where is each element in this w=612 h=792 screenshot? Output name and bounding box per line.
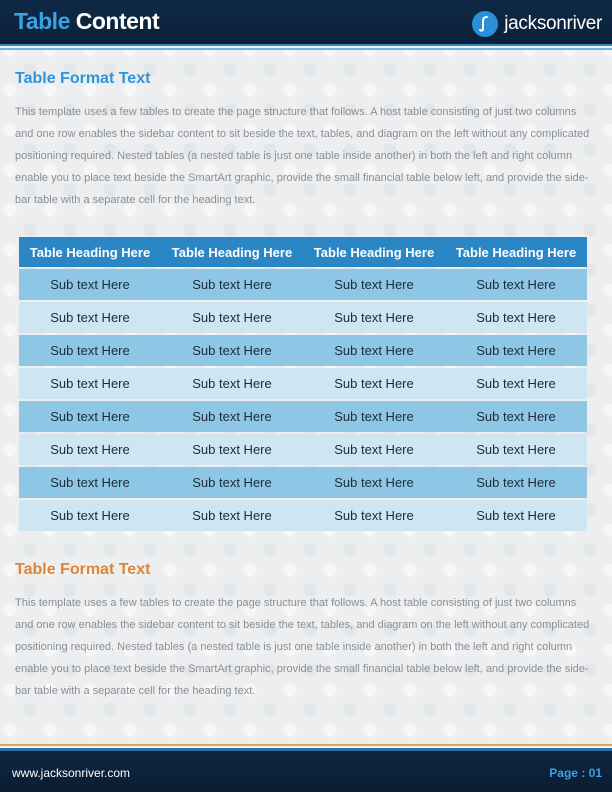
logo-text: jacksonriver <box>504 13 602 34</box>
table-cell: Sub text Here <box>303 269 445 300</box>
table-cell: Sub text Here <box>161 467 303 498</box>
table-cell: Sub text Here <box>445 467 587 498</box>
table-row <box>19 434 587 465</box>
section-body-2: This template uses a few tables to create the page structure that follows. A host table consisting of just two columns and one row enables the sidebar content to sit beside the text, tables, and diagram on the left without any complicated positioning required. Nested tables (a nested table is just one table inside another) in both the left and right column enable you to place text beside the SmartArt graphic, provide the small financial table below left, and provide the side-bar table with a separate cell for the heading text. <box>15 597 590 697</box>
table-cell: Sub text Here <box>161 500 303 531</box>
table-cell: Sub text Here <box>19 335 161 366</box>
table-cell: Sub text Here <box>445 335 587 366</box>
table-cell: Sub text Here <box>161 302 303 333</box>
table-row <box>19 500 587 531</box>
table-cell: Sub text Here <box>19 434 161 465</box>
table-cell: Sub text Here <box>445 500 587 531</box>
table-cell: Sub text Here <box>303 302 445 333</box>
table-heading: Table Heading Here <box>161 237 303 267</box>
table-cell: Sub text Here <box>303 434 445 465</box>
table-heading: Table Heading Here <box>445 237 587 267</box>
table-heading: Table Heading Here <box>303 237 445 267</box>
table-row <box>19 467 587 498</box>
brand-logo[interactable] <box>472 10 602 38</box>
table-cell: Sub text Here <box>19 269 161 300</box>
table-cell: Sub text Here <box>445 434 587 465</box>
section-body-1: This template uses a few tables to create the page structure that follows. A host table consisting of just two columns and one row enables the sidebar content to sit beside the text, tables, and diagram on the left without any complicated positioning required. Nested tables (a nested table is just one table inside another) in both the left and right column enable you to place text beside the SmartArt graphic, provide the small financial table below left, and provide the side-bar table with a separate cell for the heading text. <box>15 106 590 206</box>
footer-website-link[interactable]: www.jacksonriver.com <box>12 766 131 780</box>
table-heading: Table Heading Here <box>19 237 161 267</box>
table-cell: Sub text Here <box>445 368 587 399</box>
table-row <box>19 269 587 300</box>
footer-stripe <box>0 744 612 751</box>
table-row <box>19 401 587 432</box>
header-stripe <box>0 44 612 50</box>
table-row <box>19 335 587 366</box>
page-number: Page : 01 <box>549 766 602 780</box>
table-cell: Sub text Here <box>303 401 445 432</box>
table-cell: Sub text Here <box>19 500 161 531</box>
table-header-row <box>19 237 587 267</box>
page-title <box>14 8 159 35</box>
table-cell: Sub text Here <box>161 434 303 465</box>
jacksonriver-logo-icon <box>472 11 498 37</box>
table-cell: Sub text Here <box>303 368 445 399</box>
page-title-second: Content <box>75 8 160 34</box>
table-cell: Sub text Here <box>161 335 303 366</box>
content-table <box>19 235 587 533</box>
page-header <box>0 0 612 44</box>
table-row <box>19 368 587 399</box>
section-title-1: Table Format Text <box>15 70 151 87</box>
table-cell: Sub text Here <box>19 302 161 333</box>
table-cell: Sub text Here <box>19 401 161 432</box>
table-cell: Sub text Here <box>19 467 161 498</box>
table-cell: Sub text Here <box>161 269 303 300</box>
table-cell: Sub text Here <box>19 368 161 399</box>
table-cell: Sub text Here <box>303 467 445 498</box>
table-cell: Sub text Here <box>445 269 587 300</box>
table-cell: Sub text Here <box>303 500 445 531</box>
page-footer <box>0 751 612 792</box>
table-cell: Sub text Here <box>303 335 445 366</box>
table-row <box>19 302 587 333</box>
table-cell: Sub text Here <box>445 401 587 432</box>
page-title-first: Table <box>14 8 70 34</box>
table-cell: Sub text Here <box>161 401 303 432</box>
table-cell: Sub text Here <box>445 302 587 333</box>
section-title-2: Table Format Text <box>15 561 151 578</box>
table-cell: Sub text Here <box>161 368 303 399</box>
